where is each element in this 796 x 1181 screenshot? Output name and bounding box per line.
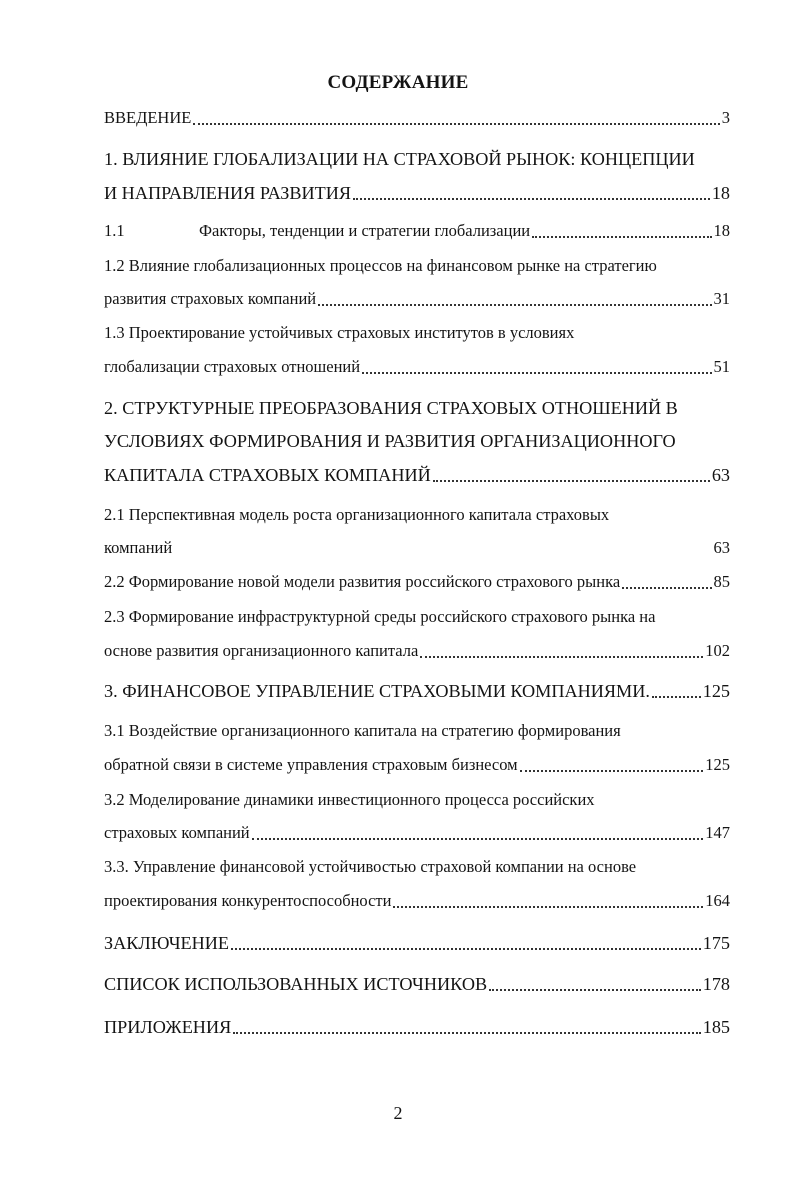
toc-entry-page: 18 bbox=[711, 183, 730, 203]
toc-leader-dots bbox=[233, 1032, 701, 1034]
toc-entry-section-1-3-line-2 bbox=[104, 354, 730, 380]
toc-entry-page: 85 bbox=[713, 572, 730, 591]
toc-entry-text: 3.1 Воздействие организационного капитала на стратегию формирования bbox=[104, 721, 621, 740]
toc-entry-conclusion bbox=[104, 930, 730, 956]
toc-entry-page: 51 bbox=[713, 357, 730, 376]
toc-entry-text: 2. СТРУКТУРНЫЕ ПРЕОБРАЗОВАНИЯ СТРАХОВЫХ ОТНОШЕНИЙ В bbox=[104, 398, 678, 418]
toc-leader-dots bbox=[433, 480, 710, 482]
toc-entry-page: 125 bbox=[702, 681, 730, 701]
toc-entry-section-3-3-line-1 bbox=[104, 854, 730, 880]
toc-leader-dots bbox=[489, 989, 701, 991]
toc-entry-section-2-2 bbox=[104, 569, 730, 595]
toc-leader-dots bbox=[652, 696, 701, 698]
toc-entry-section-2-3-line-2 bbox=[104, 638, 730, 664]
toc-entry-page: 63 bbox=[713, 538, 730, 557]
toc-entry-text: ВВЕДЕНИЕ bbox=[104, 108, 192, 127]
toc-leader-dots bbox=[252, 838, 704, 840]
toc-entry-text: обратной связи в системе управления страховым бизнесом bbox=[104, 755, 518, 774]
toc-entry-page: 63 bbox=[711, 465, 730, 485]
toc-leader-dots bbox=[532, 236, 711, 238]
toc-entry-chapter-2-line-1 bbox=[104, 395, 730, 421]
toc-entry-chapter-3 bbox=[104, 678, 730, 704]
toc-entry-text: 1.2 Влияние глобализационных процессов на финансовом рынке на стратегию bbox=[104, 256, 657, 275]
toc-entry-text: глобализации страховых отношений bbox=[104, 357, 361, 376]
toc-entry-text: страховых компаний bbox=[104, 823, 250, 842]
toc-entry-number: 1.1 bbox=[104, 221, 125, 240]
toc-entry-text: 3. ФИНАНСОВОЕ УПРАВЛЕНИЕ СТРАХОВЫМИ КОМПАНИЯМИ. bbox=[104, 681, 650, 701]
toc-entry-text: 1.3 Проектирование устойчивых страховых институтов в условиях bbox=[104, 323, 575, 342]
toc-entry-text: 2.2 Формирование новой модели развития российского страхового рынка bbox=[104, 572, 621, 591]
toc-entry-text: проектирования конкурентоспособности bbox=[104, 891, 392, 910]
toc-entry-text: УСЛОВИЯХ ФОРМИРОВАНИЯ И РАЗВИТИЯ ОРГАНИЗАЦИОННОГО bbox=[104, 431, 676, 451]
toc-entry-section-2-1-line-1 bbox=[104, 502, 730, 528]
toc-entry-page: 178 bbox=[702, 974, 730, 994]
toc-entry-section-2-3-line-1 bbox=[104, 604, 730, 630]
toc-entry-chapter-1-line-2 bbox=[104, 180, 730, 206]
toc-entry-introduction bbox=[104, 105, 730, 131]
toc-entry-text: 2.1 Перспективная модель роста организационного капитала страховых bbox=[104, 505, 610, 524]
toc-entry-section-1-2-line-2 bbox=[104, 286, 730, 312]
toc-entry-appendices bbox=[104, 1014, 730, 1040]
toc-entry-page: 18 bbox=[713, 221, 730, 240]
toc-entry-text: 3.2 Моделирование динамики инвестиционного процесса российских bbox=[104, 790, 595, 809]
toc-leader-dots bbox=[393, 906, 703, 908]
toc-leader-dots bbox=[420, 656, 703, 658]
toc-entry-section-3-3-line-2 bbox=[104, 888, 730, 914]
toc-entry-text: Факторы, тенденции и стратегии глобализации bbox=[199, 221, 531, 240]
toc-leader-dots bbox=[362, 372, 711, 374]
toc-leader-dots bbox=[318, 304, 711, 306]
toc-leader-dots bbox=[231, 948, 701, 950]
toc-entry-page: 164 bbox=[705, 891, 730, 910]
toc-entry-text: 3.3. Управление финансовой устойчивостью страховой компании на основе bbox=[104, 857, 637, 876]
toc-entry-text: компаний bbox=[104, 538, 173, 557]
toc-entry-page: 3 bbox=[721, 108, 730, 127]
toc-entry-section-3-1-line-2 bbox=[104, 752, 730, 778]
toc-entry-page: 31 bbox=[713, 289, 730, 308]
toc-entry-section-2-1-line-2 bbox=[104, 535, 730, 561]
toc-entry-section-1-1 bbox=[104, 218, 730, 244]
toc-entry-text: ЗАКЛЮЧЕНИЕ bbox=[104, 933, 230, 953]
toc-entry-page: 147 bbox=[705, 823, 730, 842]
toc-entry-page: 102 bbox=[705, 641, 730, 660]
toc-entry-section-3-2-line-2 bbox=[104, 820, 730, 846]
toc-entry-section-1-2-line-1 bbox=[104, 253, 730, 279]
page-number: 2 bbox=[393, 1103, 403, 1123]
toc-entry-text: основе развития организационного капитала bbox=[104, 641, 419, 660]
toc-leader-dots bbox=[193, 123, 719, 125]
toc-entry-chapter-2-line-3 bbox=[104, 462, 730, 488]
toc-leader-dots bbox=[622, 587, 711, 589]
toc-entry-text: КАПИТАЛА СТРАХОВЫХ КОМПАНИЙ bbox=[104, 465, 431, 485]
toc-entry-text: СПИСОК ИСПОЛЬЗОВАННЫХ ИСТОЧНИКОВ bbox=[104, 974, 488, 994]
toc-entry-text: И НАПРАВЛЕНИЯ РАЗВИТИЯ bbox=[104, 183, 352, 203]
toc-entry-page: 175 bbox=[702, 933, 730, 953]
page-title: СОДЕРЖАНИЕ bbox=[327, 72, 469, 93]
toc-entry-text: ПРИЛОЖЕНИЯ bbox=[104, 1017, 232, 1037]
toc-entry-references bbox=[104, 971, 730, 997]
toc-leader-dots bbox=[353, 198, 710, 200]
toc-entry-text: 2.3 Формирование инфраструктурной среды российского страхового рынка на bbox=[104, 607, 656, 626]
toc-leader-dots bbox=[520, 770, 704, 772]
toc-entry-section-3-2-line-1 bbox=[104, 787, 730, 813]
toc-entry-section-3-1-line-1 bbox=[104, 718, 730, 744]
toc-entry-chapter-2-line-2 bbox=[104, 428, 730, 454]
toc-entry-text: 1. ВЛИЯНИЕ ГЛОБАЛИЗАЦИИ НА СТРАХОВОЙ РЫНОК: КОНЦЕПЦИИ bbox=[104, 149, 695, 169]
toc-entry-text: развития страховых компаний bbox=[104, 289, 317, 308]
toc-entry-chapter-1-line-1 bbox=[104, 146, 730, 172]
toc-entry-page: 125 bbox=[705, 755, 730, 774]
toc-entry-page: 185 bbox=[702, 1017, 730, 1037]
toc-entry-section-1-3-line-1 bbox=[104, 320, 730, 346]
